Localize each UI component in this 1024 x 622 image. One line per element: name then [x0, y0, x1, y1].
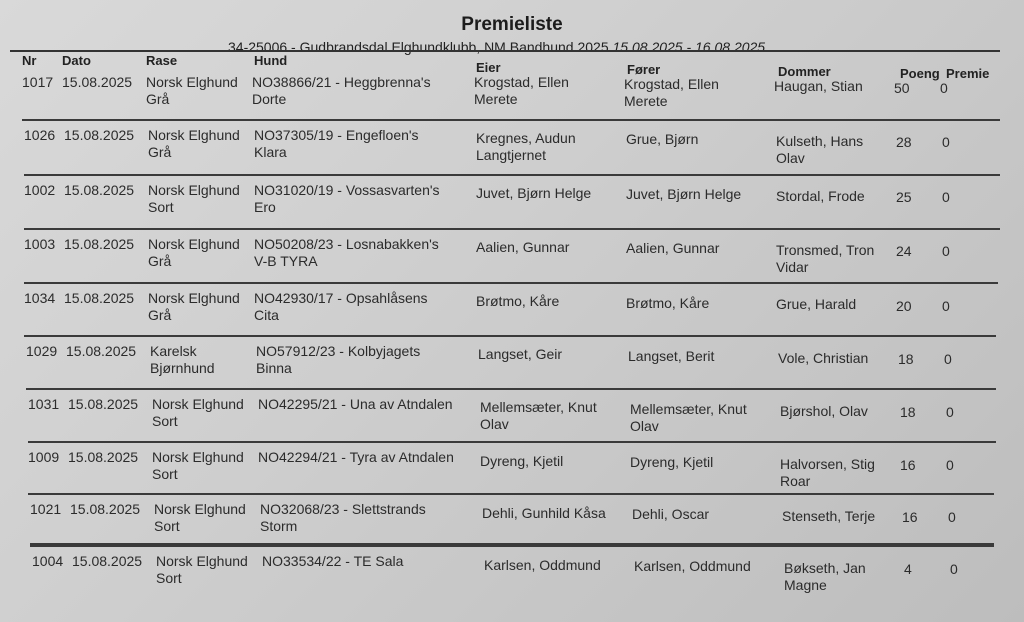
- cell-poeng: 20: [896, 298, 912, 314]
- cell-nr: 1034: [24, 290, 56, 306]
- cell-rase2: Grå: [148, 253, 172, 269]
- cell-poeng: 16: [900, 457, 916, 473]
- cell-hund2: Storm: [260, 518, 298, 534]
- cell-nr: 1003: [24, 236, 56, 252]
- cell-dato: 15.08.2025: [68, 396, 139, 412]
- cell-hund2: Cita: [254, 307, 279, 323]
- cell-premie: 0: [946, 404, 954, 420]
- cell-dommer1: Vole, Christian: [778, 350, 869, 366]
- cell-rase2: Sort: [154, 518, 180, 534]
- cell-eier1: Dyreng, Kjetil: [480, 453, 564, 469]
- cell-dato: 15.08.2025: [64, 290, 135, 306]
- cell-dommer1: Stordal, Frode: [776, 188, 865, 204]
- cell-rase2: Sort: [148, 199, 174, 215]
- cell-dato: 15.08.2025: [62, 74, 133, 90]
- cell-nr: 1002: [24, 182, 56, 198]
- cell-premie: 0: [948, 509, 956, 525]
- row-divider: [30, 543, 994, 545]
- row-divider: [24, 228, 1000, 230]
- cell-rase1: Norsk Elghund: [148, 182, 240, 198]
- cell-rase1: Norsk Elghund: [154, 501, 246, 517]
- cell-premie: 0: [944, 351, 952, 367]
- cell-poeng: 50: [894, 80, 910, 96]
- cell-forer2: Merete: [624, 93, 668, 109]
- event-name: 34-25006 - Gudbrandsdal Elghundklubb, NM Bandhund 2025: [228, 39, 613, 55]
- cell-dommer1: Haugan, Stian: [774, 78, 863, 94]
- cell-premie: 0: [942, 243, 950, 259]
- row-divider: [28, 493, 994, 495]
- cell-poeng: 18: [898, 351, 914, 367]
- cell-hund1: NO33534/22 - TE Sala: [262, 553, 404, 569]
- cell-forer1: Dehli, Oscar: [632, 506, 710, 522]
- cell-forer1: Aalien, Gunnar: [626, 240, 720, 256]
- cell-dommer1: Tronsmed, Tron: [776, 242, 875, 258]
- cell-rase2: Grå: [148, 144, 172, 160]
- cell-hund1: NO37305/19 - Engefloen's: [254, 127, 419, 143]
- cell-dato: 15.08.2025: [72, 553, 143, 569]
- row-divider: [22, 119, 1000, 121]
- cell-dommer1: Bjørshol, Olav: [780, 403, 868, 419]
- cell-eier2: Langtjernet: [476, 147, 547, 163]
- cell-premie: 0: [942, 298, 950, 314]
- cell-rase2: Sort: [156, 570, 182, 586]
- cell-eier1: Kregnes, Audun: [476, 130, 576, 146]
- cell-forer1: Langset, Berit: [628, 348, 715, 364]
- cell-hund1: NO31020/19 - Vossasvarten's: [254, 182, 440, 198]
- cell-dommer1: Kulseth, Hans: [776, 133, 864, 149]
- cell-poeng: 24: [896, 243, 912, 259]
- cell-poeng: 4: [904, 561, 912, 577]
- cell-forer1: Grue, Bjørn: [626, 131, 699, 147]
- cell-eier2: Olav: [480, 416, 509, 432]
- cell-dato: 15.08.2025: [70, 501, 141, 517]
- cell-eier1: Krogstad, Ellen: [474, 74, 569, 90]
- cell-rase1: Norsk Elghund: [156, 553, 248, 569]
- cell-dommer1: Stenseth, Terje: [782, 508, 876, 524]
- cell-rase1: Norsk Elghund: [146, 74, 238, 90]
- cell-forer1: Dyreng, Kjetil: [630, 454, 714, 470]
- cell-eier1: Dehli, Gunhild Kåsa: [482, 505, 606, 521]
- table-header: [10, 50, 1000, 81]
- cell-hund1: NO57912/23 - Kolbyjagets: [256, 343, 421, 359]
- cell-hund1: NO42294/21 - Tyra av Atndalen: [258, 449, 454, 465]
- row-divider: [26, 388, 996, 390]
- cell-eier1: Juvet, Bjørn Helge: [476, 185, 592, 201]
- cell-dommer1: Halvorsen, Stig: [780, 456, 875, 472]
- cell-poeng: 16: [902, 509, 918, 525]
- cell-dato: 15.08.2025: [68, 449, 139, 465]
- cell-hund1: NO38866/21 - Heggbrenna's: [252, 74, 431, 90]
- col-nr-header: Nr: [22, 53, 37, 68]
- cell-nr: 1017: [22, 74, 54, 90]
- event-dates: 15.08.2025 - 16.08.2025: [612, 39, 766, 55]
- col-dommer-header: Dommer: [778, 64, 831, 79]
- cell-rase1: Norsk Elghund: [152, 449, 244, 465]
- col-hund-header: Hund: [254, 53, 288, 68]
- cell-hund2: Ero: [254, 199, 276, 215]
- cell-dato: 15.08.2025: [66, 343, 137, 359]
- cell-rase1: Norsk Elghund: [152, 396, 244, 412]
- cell-nr: 1004: [32, 553, 64, 569]
- cell-rase2: Bjørnhund: [150, 360, 215, 376]
- cell-hund2: V-B TYRA: [254, 253, 318, 269]
- col-premie-header: Premie: [946, 66, 990, 81]
- cell-premie: 0: [950, 561, 958, 577]
- cell-rase2: Grå: [148, 307, 172, 323]
- cell-rase2: Sort: [152, 413, 178, 429]
- row-divider: [24, 282, 998, 284]
- cell-poeng: 25: [896, 189, 912, 205]
- cell-dommer2: Olav: [776, 150, 805, 166]
- col-forer-header: Fører: [627, 62, 661, 77]
- cell-forer2: Olav: [630, 418, 659, 434]
- cell-eier2: Merete: [474, 91, 518, 107]
- cell-nr: 1009: [28, 449, 60, 465]
- cell-rase1: Norsk Elghund: [148, 127, 240, 143]
- cell-hund1: NO42295/21 - Una av Atndalen: [258, 396, 453, 412]
- cell-hund2: Klara: [254, 144, 287, 160]
- cell-forer1: Juvet, Bjørn Helge: [626, 186, 742, 202]
- cell-hund2: Dorte: [252, 91, 287, 107]
- row-divider: [24, 174, 1000, 176]
- cell-hund1: NO50208/23 - Losnabakken's: [254, 236, 439, 252]
- cell-eier1: Brøtmo, Kåre: [476, 293, 560, 309]
- cell-poeng: 28: [896, 134, 912, 150]
- cell-hund1: NO42930/17 - Opsahlåsens: [254, 290, 428, 306]
- cell-premie: 0: [942, 134, 950, 150]
- cell-dommer1: Bøkseth, Jan: [784, 560, 866, 576]
- cell-premie: 0: [946, 457, 954, 473]
- cell-nr: 1029: [26, 343, 58, 359]
- document-title: Premieliste: [461, 14, 563, 35]
- cell-hund1: NO32068/23 - Slettstrands: [260, 501, 426, 517]
- cell-rase2: Sort: [152, 466, 178, 482]
- cell-forer1: Mellemsæter, Knut: [630, 401, 747, 417]
- cell-dommer2: Roar: [780, 473, 811, 489]
- cell-dommer1: Grue, Harald: [776, 296, 857, 312]
- cell-eier1: Aalien, Gunnar: [476, 239, 570, 255]
- row-divider: [24, 335, 996, 337]
- cell-eier1: Mellemsæter, Knut: [480, 399, 597, 415]
- cell-dato: 15.08.2025: [64, 182, 135, 198]
- cell-dato: 15.08.2025: [64, 236, 135, 252]
- cell-nr: 1021: [30, 501, 62, 517]
- cell-rase2: Grå: [146, 91, 170, 107]
- cell-eier1: Karlsen, Oddmund: [484, 557, 601, 573]
- cell-eier1: Langset, Geir: [478, 346, 563, 362]
- cell-nr: 1031: [28, 396, 60, 412]
- cell-premie: 0: [940, 80, 948, 96]
- col-eier-header: Eier: [476, 60, 501, 75]
- col-dato-header: Dato: [62, 53, 91, 68]
- cell-hund2: Binna: [256, 360, 292, 376]
- col-poeng-header: Poeng: [900, 66, 940, 81]
- cell-dommer2: Vidar: [776, 259, 809, 275]
- cell-poeng: 18: [900, 404, 916, 420]
- cell-rase1: Norsk Elghund: [148, 236, 240, 252]
- row-divider: [30, 545, 994, 547]
- cell-dato: 15.08.2025: [64, 127, 135, 143]
- cell-dommer2: Magne: [784, 577, 827, 593]
- cell-nr: 1026: [24, 127, 56, 143]
- row-divider: [28, 441, 996, 443]
- cell-premie: 0: [942, 189, 950, 205]
- cell-forer1: Brøtmo, Kåre: [626, 295, 710, 311]
- col-rase-header: Rase: [146, 53, 178, 68]
- cell-rase1: Norsk Elghund: [148, 290, 240, 306]
- cell-rase1: Karelsk: [150, 343, 197, 359]
- cell-forer1: Karlsen, Oddmund: [634, 558, 751, 574]
- cell-forer1: Krogstad, Ellen: [624, 76, 719, 92]
